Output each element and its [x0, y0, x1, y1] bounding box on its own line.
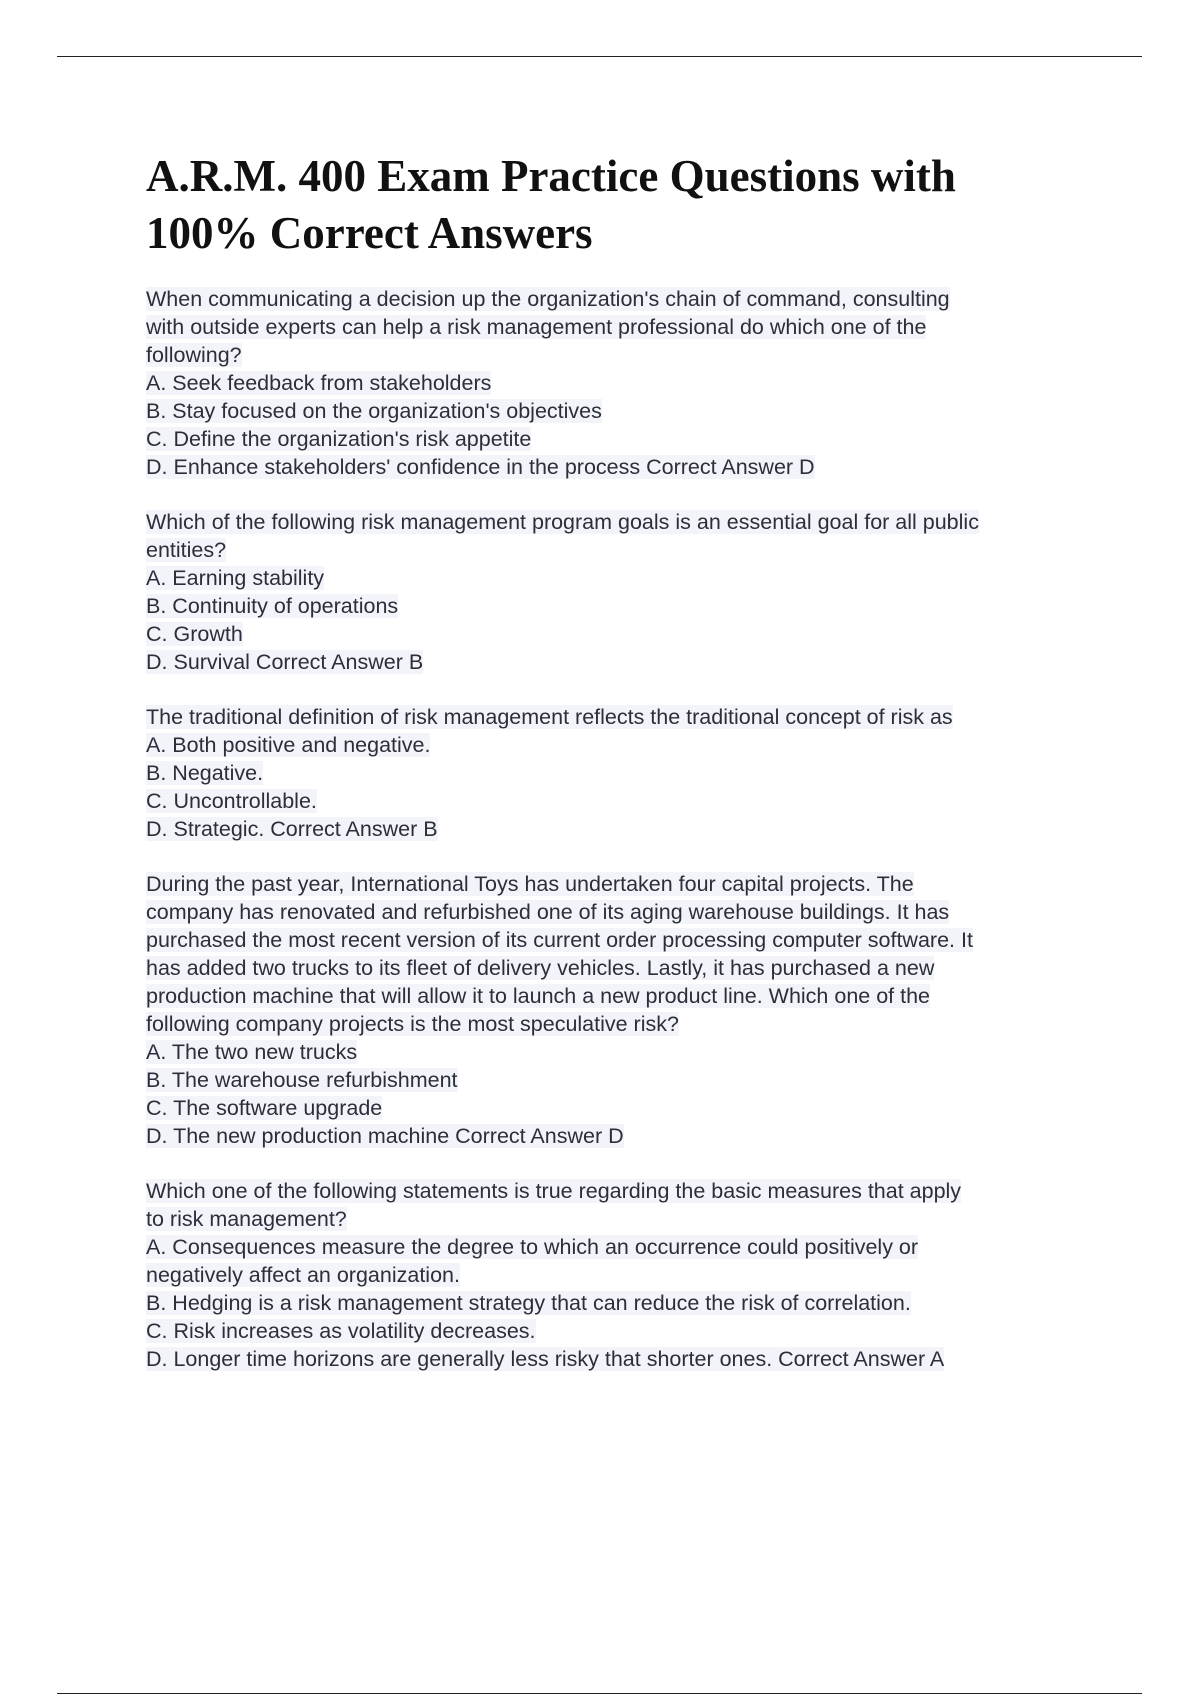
question-4-option-c: C. The software upgrade	[146, 1096, 383, 1120]
question-1-option-b: B. Stay focused on the organization's objectives	[146, 399, 602, 423]
question-1-option-c: C. Define the organization's risk appetite	[146, 427, 532, 451]
question-4-option-d-answer: D. The new production machine Correct Answer D	[146, 1124, 624, 1148]
question-3	[146, 703, 1091, 843]
question-4-stem-line: During the past year, International Toys has undertaken four capital projects. The	[146, 872, 914, 896]
top-rule	[57, 56, 1142, 57]
title-line-2: 100% Correct Answers	[146, 208, 593, 258]
question-1-option-a: A. Seek feedback from stakeholders	[146, 371, 492, 395]
question-4-stem-line: has added two trucks to its fleet of delivery vehicles. Lastly, it has purchased a new	[146, 956, 935, 980]
question-5	[146, 1177, 1091, 1373]
question-2-option-a: A. Earning stability	[146, 566, 325, 590]
question-3-option-a: A. Both positive and negative.	[146, 733, 431, 757]
question-5-option-a: A. Consequences measure the degree to which an occurrence could positively or	[146, 1235, 919, 1259]
question-2-option-b: B. Continuity of operations	[146, 594, 399, 618]
question-2-option-c: C. Growth	[146, 622, 243, 646]
question-1-option-d-answer: D. Enhance stakeholders' confidence in the process Correct Answer D	[146, 455, 815, 479]
question-1-stem-line: When communicating a decision up the organization's chain of command, consulting	[146, 287, 950, 311]
question-3-stem-line: The traditional definition of risk management reflects the traditional concept of risk as	[146, 705, 953, 729]
question-4-stem-line: company has renovated and refurbished one of its aging warehouse buildings. It has	[146, 900, 950, 924]
question-5-stem-line: to risk management?	[146, 1207, 347, 1231]
question-5-option-c: C. Risk increases as volatility decreases.	[146, 1319, 536, 1343]
question-4-option-a: A. The two new trucks	[146, 1040, 358, 1064]
document-body	[146, 148, 1091, 1400]
question-5-option-d-answer: D. Longer time horizons are generally less risky that shorter ones. Correct Answer A	[146, 1347, 945, 1371]
question-5-option-a-continued: negatively affect an organization.	[146, 1263, 460, 1287]
question-4-stem-line: purchased the most recent version of its current order processing computer software. It	[146, 928, 973, 952]
question-2-stem-line: Which of the following risk management program goals is an essential goal for all public	[146, 510, 979, 534]
question-3-option-b: B. Negative.	[146, 761, 264, 785]
question-4-option-b: B. The warehouse refurbishment	[146, 1068, 458, 1092]
title-line-1: A.R.M. 400 Exam Practice Questions with	[146, 151, 956, 201]
bottom-rule	[57, 1693, 1142, 1694]
question-3-option-d-answer: D. Strategic. Correct Answer B	[146, 817, 438, 841]
question-4-stem-line: following company projects is the most speculative risk?	[146, 1012, 679, 1036]
question-1	[146, 285, 1091, 481]
question-5-option-b: B. Hedging is a risk management strategy that can reduce the risk of correlation.	[146, 1291, 911, 1315]
question-2-stem-line: entities?	[146, 538, 227, 562]
question-3-option-c: C. Uncontrollable.	[146, 789, 317, 813]
question-4-stem-line: production machine that will allow it to launch a new product line. Which one of the	[146, 984, 930, 1008]
document-title	[146, 148, 1091, 262]
question-2	[146, 508, 1091, 676]
question-1-stem-line: with outside experts can help a risk management professional do which one of the	[146, 315, 927, 339]
question-5-stem-line: Which one of the following statements is true regarding the basic measures that apply	[146, 1179, 962, 1203]
question-1-stem-line: following?	[146, 343, 242, 367]
question-4	[146, 870, 1091, 1150]
question-2-option-d-answer: D. Survival Correct Answer B	[146, 650, 424, 674]
